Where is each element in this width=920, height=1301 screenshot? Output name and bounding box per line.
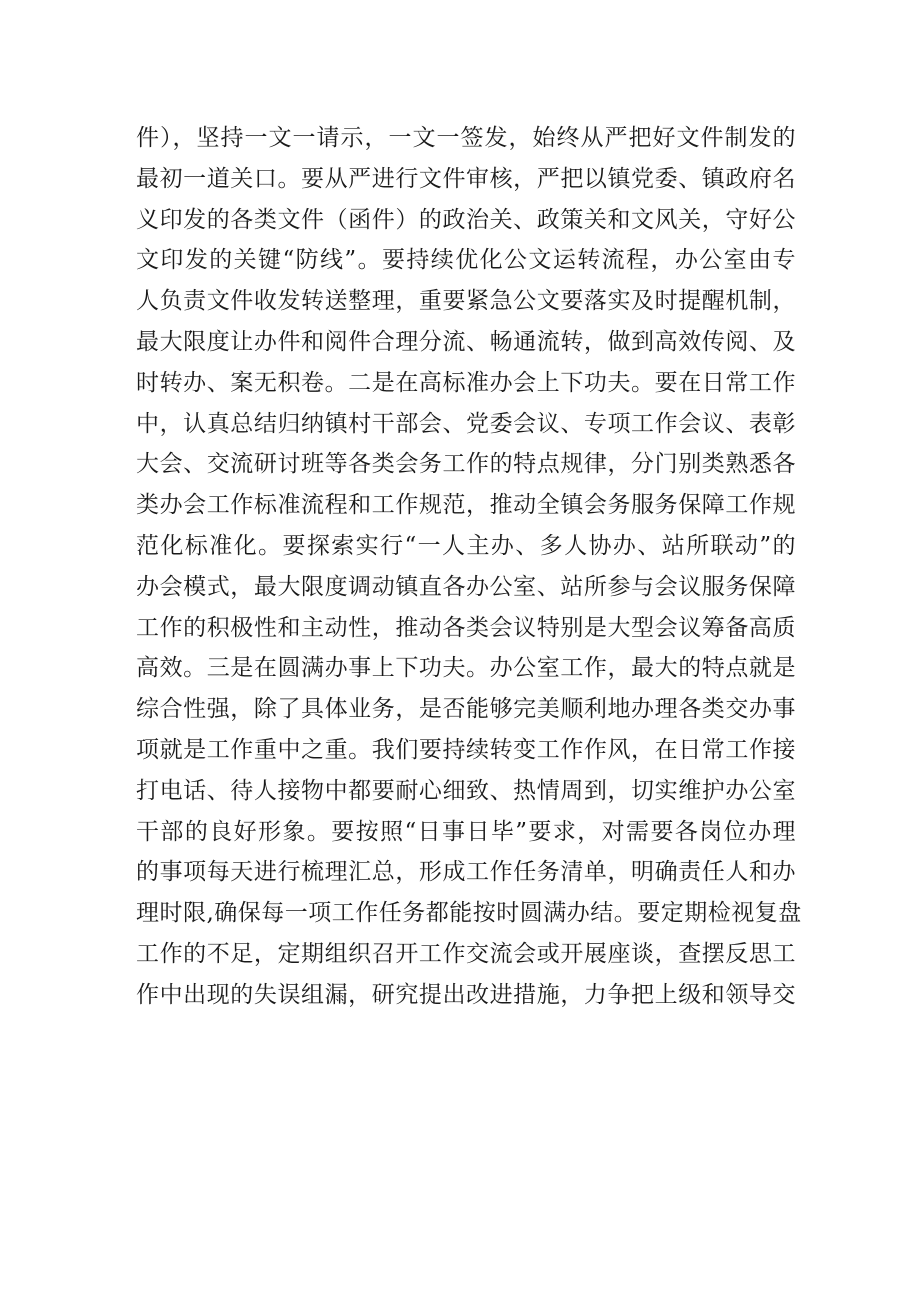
text-line: 时转办、案无积卷。二是在高标准办会上下功夫。要在日常工作 [136,369,796,396]
text-line: 件），坚持一文一请示，一文一签发，始终从严把好文件制发的 [136,125,796,151]
text-line: 类办会工作标准流程和工作规范，推动全镇会务服务保障工作规 [136,492,796,519]
text-line: 作中出现的失误组漏，研究提出改进措施，力争把上级和领导交 [136,981,796,1008]
text-line: 大会、交流研讨班等各类会务工作的特点规律，分门别类熟悉各 [136,451,796,478]
body-text [136,118,802,1016]
text-line: 中，认真总结归纳镇村干部会、党委会议、专项工作会议、表彰 [136,410,796,437]
text-line: 工作的积极性和主动性，推动各类会议特别是大型会议筹备高质 [136,614,796,641]
text-line: 最初一道关口。要从严进行文件审核，严把以镇党委、镇政府名 [136,165,796,192]
text-line: 综合性强，除了具体业务，是否能够完美顺利地办理各类交办事 [136,696,796,723]
text-line: 最大限度让办件和阅件合理分流、畅通流转，做到高效传阅、及 [136,328,796,355]
text-line: 的事项每天进行梳理汇总，形成工作任务清单，明确责任人和办 [136,859,796,886]
text-line: 打电话、待人接物中都要耐心细致、热情周到，切实维护办公室 [136,777,796,804]
text-line: 办会模式，最大限度调动镇直各办公室、站所参与会议服务保障 [136,573,796,600]
text-line: 干部的良好形象。要按照“日事日毕”要求，对需要各岗位办理 [136,818,796,845]
text-line: 范化标准化。要探索实行“一人主办、多人协办、站所联动”的 [136,532,796,559]
text-line: 义印发的各类文件（函件）的政治关、政策关和文风关，守好公 [136,206,796,233]
text-line: 高效。三是在圆满办事上下功夫。办公室工作，最大的特点就是 [136,655,796,682]
text-line: 人负责文件收发转送整理，重要紧急公文要落实及时提醒机制， [136,288,796,315]
text-line: 工作的不足，定期组织召开工作交流会或开展座谈，查摆反思工 [136,940,796,967]
text-line: 理时限,确保每一项工作任务都能按时圆满办结。要定期检视复盘 [136,900,802,927]
text-line: 项就是工作重中之重。我们要持续转变工作作风，在日常工作接 [136,736,796,763]
text-line: 文印发的关键“防线”。要持续优化公文运转流程，办公室由专 [136,247,796,274]
